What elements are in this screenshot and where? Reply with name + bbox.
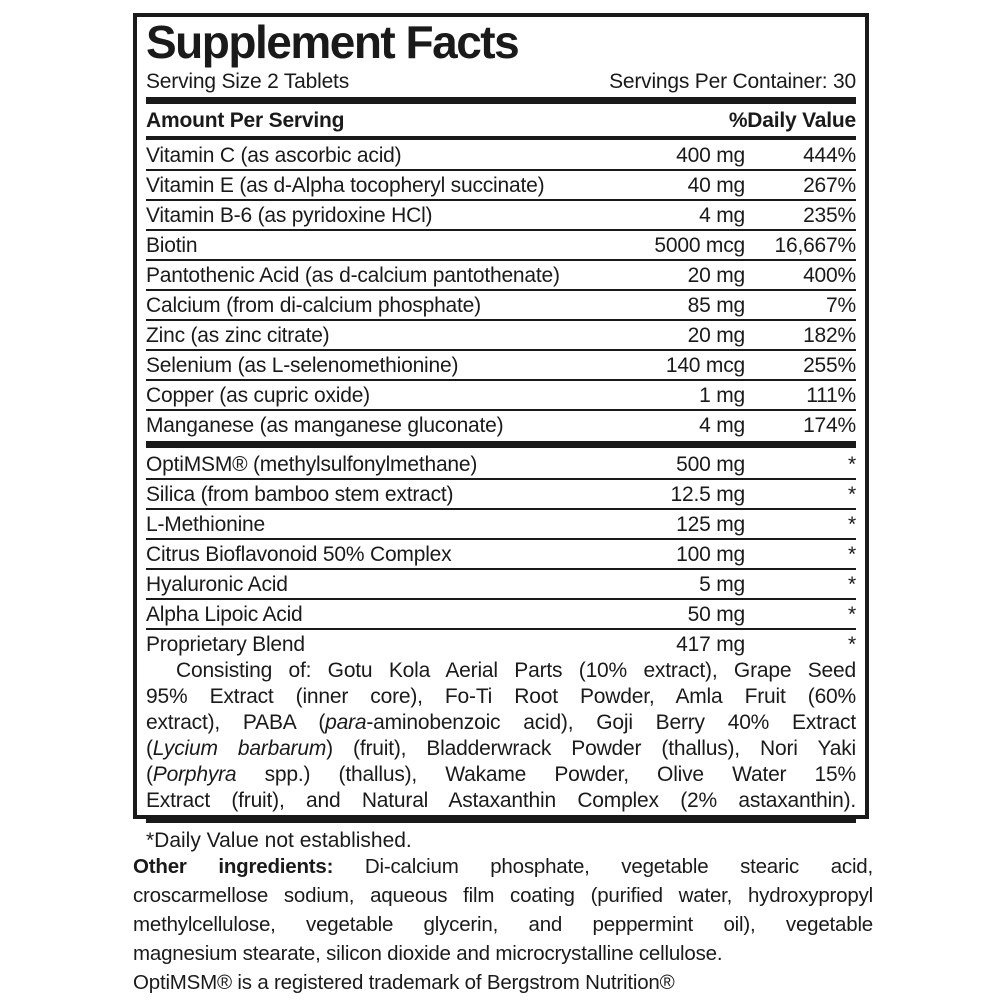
plain-text: 95% Extract (inner core), Fo-Ti Root Powder, Amla Fruit (60% (146, 685, 856, 708)
text-line (133, 852, 873, 881)
plain-text: ( (146, 763, 153, 786)
plain-text: spp.) (thallus), Wakame Powder, Olive Water 15% (236, 763, 856, 786)
plain-text: ( (146, 737, 153, 760)
divider-bar-medium (146, 136, 856, 140)
plain-text: Consisting of: Gotu Kola Aerial Parts (10% extract), Grape Seed (176, 659, 856, 682)
secondary-nutrient-rows (146, 450, 856, 658)
nutrient-dv: 174% (803, 414, 856, 437)
nutrient-name: OptiMSM® (methylsulfonylmethane) (146, 453, 478, 476)
nutrient-name: Vitamin C (as ascorbic acid) (146, 144, 402, 167)
nutrient-dv: * (848, 543, 856, 566)
nutrient-row (146, 321, 856, 351)
nutrient-dv: 255% (803, 354, 856, 377)
serving-info-row (146, 69, 856, 95)
text-line (146, 658, 856, 684)
divider-bar-thick (146, 97, 856, 104)
nutrient-amt: 40 mg (687, 174, 745, 197)
nutrient-row (146, 600, 856, 630)
facts-title: Supplement Facts (146, 16, 519, 68)
nutrient-amt: 417 mg (676, 633, 745, 656)
nutrient-row (146, 540, 856, 570)
nutrient-dv: 235% (803, 204, 856, 227)
nutrient-row (146, 291, 856, 321)
italic-text: Lycium barbarum (152, 737, 327, 760)
nutrient-dv: 400% (803, 264, 856, 287)
nutrient-name: Manganese (as manganese gluconate) (146, 414, 504, 437)
nutrient-dv: 182% (803, 324, 856, 347)
nutrient-amt: 12.5 mg (670, 483, 745, 506)
serving-size: Serving Size 2 Tablets (146, 70, 349, 93)
nutrient-amt: 125 mg (676, 513, 745, 536)
main-nutrient-rows (146, 141, 856, 439)
nutrient-dv: 111% (806, 384, 856, 407)
nutrient-name: Vitamin B-6 (as pyridoxine HCl) (146, 204, 433, 227)
nutrient-amt: 50 mg (687, 603, 745, 626)
nutrient-name: Selenium (as L-selenomethionine) (146, 354, 459, 377)
nutrient-amt: 140 mcg (665, 354, 745, 377)
nutrient-dv: 7% (826, 294, 856, 317)
nutrient-row (146, 171, 856, 201)
nutrient-dv: * (848, 633, 856, 656)
nutrient-amt: 5 mg (699, 573, 745, 596)
section-divider-bar (146, 441, 856, 448)
nutrient-name: Calcium (from di-calcium phosphate) (146, 294, 481, 317)
servings-per-container: Servings Per Container: 30 (609, 70, 856, 93)
supplement-facts-panel (133, 13, 869, 852)
nutrient-amt: 20 mg (687, 324, 745, 347)
nutrient-row (146, 450, 856, 480)
plain-text: ) (fruit), Bladderwrack Powder (thallus), Nori Yaki (326, 737, 856, 760)
nutrient-name: Silica (from bamboo stem extract) (146, 483, 454, 506)
nutrient-amt: 20 mg (687, 264, 745, 287)
trademark-note: OptiMSM® is a registered trademark of Bergstrom Nutrition® (133, 971, 675, 994)
nutrient-row (146, 570, 856, 600)
text-line (133, 939, 873, 968)
nutrient-row (146, 510, 856, 540)
daily-value-header: %Daily Value (728, 109, 856, 132)
nutrient-name: Citrus Bioflavonoid 50% Complex (146, 543, 452, 566)
nutrient-name: Hyaluronic Acid (146, 573, 288, 596)
italic-text: para (325, 711, 367, 734)
nutrient-name: Copper (as cupric oxide) (146, 384, 370, 407)
nutrient-dv: 267% (803, 174, 856, 197)
plain-text: extract), PABA ( (146, 711, 326, 734)
plain-text: croscarmellose sodium, aqueous film coating (purified water, hydroxypropyl (133, 884, 873, 907)
nutrient-row (146, 381, 856, 411)
nutrient-row (146, 411, 856, 439)
nutrient-row (146, 630, 856, 658)
nutrient-dv: * (848, 483, 856, 506)
nutrient-dv: * (848, 573, 856, 596)
nutrient-amt: 1 mg (699, 384, 745, 407)
other-ingredients-paragraph (133, 852, 873, 968)
nutrient-name: Pantothenic Acid (as d-calcium pantothenate) (146, 264, 560, 287)
text-line (146, 788, 856, 814)
proprietary-blend-description (146, 658, 856, 814)
text-line (146, 684, 856, 710)
nutrient-name: Vitamin E (as d-Alpha tocopheryl succinate) (146, 174, 545, 197)
nutrient-dv: 444% (803, 144, 856, 167)
text-line (146, 762, 856, 788)
text-line (146, 736, 856, 762)
nutrient-name: Biotin (146, 234, 198, 257)
nutrient-dv: * (848, 603, 856, 626)
nutrient-row (146, 480, 856, 510)
footnote-divider-bar (146, 816, 856, 823)
nutrient-name: Zinc (as zinc citrate) (146, 324, 330, 347)
nutrient-dv: * (848, 513, 856, 536)
nutrient-row (146, 201, 856, 231)
nutrient-row (146, 351, 856, 381)
nutrient-amt: 4 mg (699, 414, 745, 437)
text-line (133, 881, 873, 910)
daily-value-footnote: *Daily Value not established. (146, 829, 412, 852)
nutrient-amt: 400 mg (676, 144, 745, 167)
amount-per-serving-header: Amount Per Serving (146, 109, 345, 132)
column-header-row (146, 106, 856, 136)
italic-text: Porphyra (152, 763, 237, 786)
nutrient-row (146, 141, 856, 171)
nutrient-dv: 16,667% (774, 234, 856, 257)
nutrient-amt: 100 mg (676, 543, 745, 566)
text-line (133, 910, 873, 939)
nutrient-amt: 4 mg (699, 204, 745, 227)
text-line (146, 710, 856, 736)
nutrient-amt: 5000 mcg (654, 234, 745, 257)
nutrient-row (146, 261, 856, 291)
nutrient-amt: 500 mg (676, 453, 745, 476)
plain-text: Extract (fruit), and Natural Astaxanthin Complex (2% astaxanthin). (146, 789, 856, 812)
plain-text: -aminobenzoic acid), Goji Berry 40% Extract (366, 711, 856, 734)
other-ingredients (133, 852, 873, 997)
nutrient-name: Proprietary Blend (146, 633, 305, 656)
plain-text: methylcellulose, vegetable glycerin, and peppermint oil), vegetable (133, 913, 873, 936)
plain-text: Di-calcium phosphate, vegetable stearic acid, (333, 855, 873, 878)
nutrient-dv: * (848, 453, 856, 476)
plain-text: magnesium stearate, silicon dioxide and microcrystalline cellulose. (133, 942, 723, 965)
nutrient-name: Alpha Lipoic Acid (146, 603, 303, 626)
nutrient-amt: 85 mg (687, 294, 745, 317)
nutrient-row (146, 231, 856, 261)
nutrient-name: L-Methionine (146, 513, 266, 536)
bold-label: Other ingredients: (133, 855, 334, 878)
